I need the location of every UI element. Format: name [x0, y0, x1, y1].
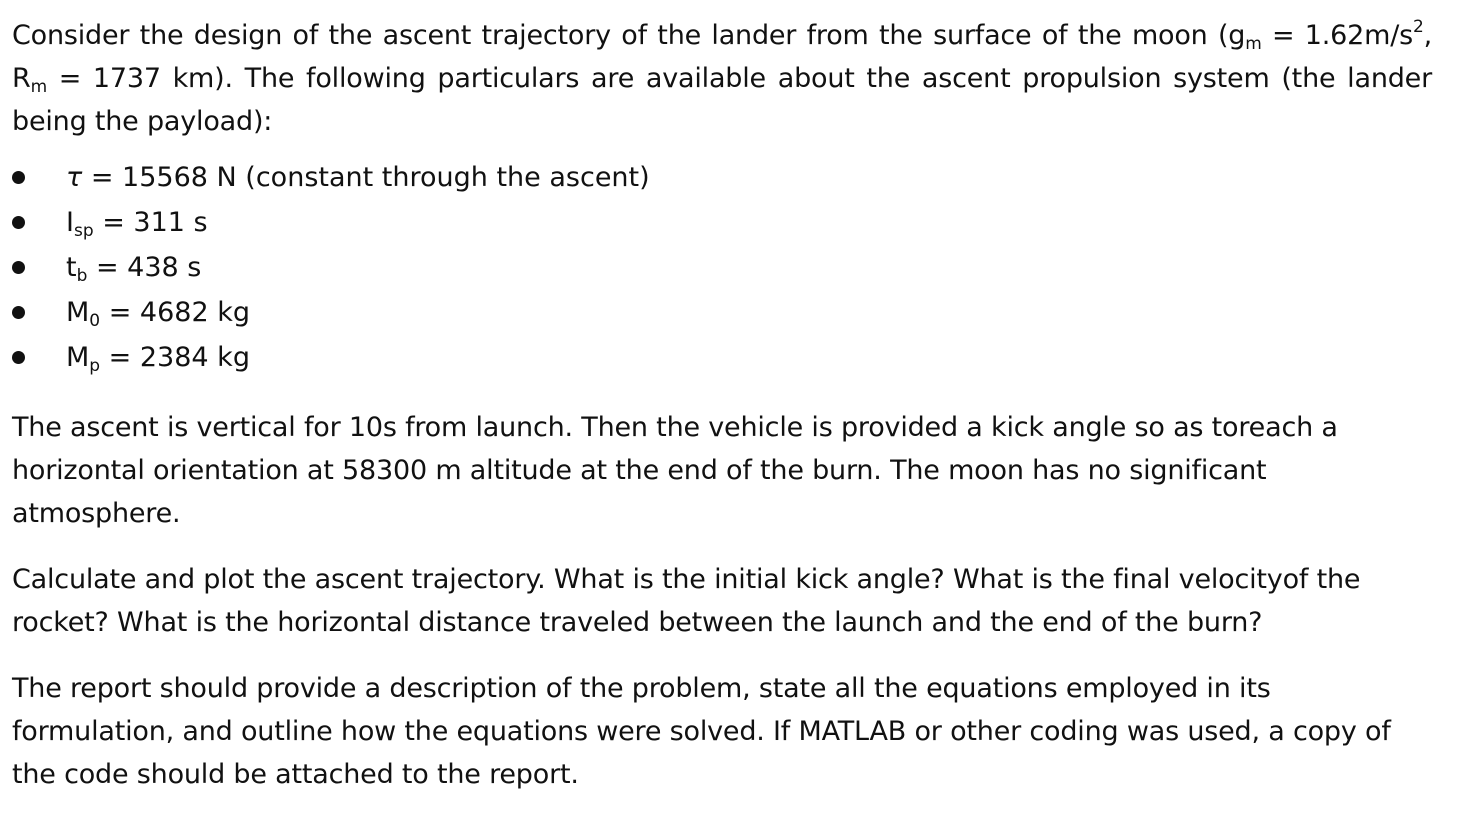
- intro-text-1: Consider the design of the ascent trajectory of the lander from the surface of the moon (g: [12, 20, 1246, 51]
- document-body: [12, 14, 1432, 796]
- param-symbol: t: [66, 252, 77, 283]
- param-subscript: b: [76, 266, 88, 286]
- param-value: = 311 s: [93, 207, 208, 238]
- list-item-burn-time: [12, 245, 1432, 290]
- list-item-isp: [12, 200, 1432, 245]
- report-requirements-paragraph: The report should provide a description of the problem, state all the equations employed in its formulation, and outline how the equations were solved. If MATLAB or other coding was used, a copy of the code should be attached to the report.: [12, 673, 1391, 790]
- intro-text-4: = 1737 km). The following particulars are available about the ascent propulsion system (the lander being the payload):: [12, 63, 1432, 137]
- param-symbol: I: [66, 207, 74, 238]
- list-item-initial-mass: [12, 290, 1432, 335]
- bullet-icon: [12, 351, 25, 364]
- param-subscript: p: [89, 356, 101, 376]
- gm-subscript: m: [1245, 34, 1262, 54]
- gm-superscript: 2: [1413, 17, 1424, 37]
- bullet-icon: [12, 261, 25, 274]
- param-symbol: τ: [66, 162, 83, 193]
- param-value: = 4682 kg: [100, 297, 250, 328]
- rm-subscript: m: [30, 77, 47, 97]
- param-symbol: M: [66, 297, 90, 328]
- bullet-icon: [12, 216, 25, 229]
- intro-paragraph: [12, 14, 1432, 143]
- questions-paragraph: Calculate and plot the ascent trajectory. What is the initial kick angle? What is the final velocityof the rocket? What is the horizontal distance traveled between the launch and the end of the burn?: [12, 564, 1361, 638]
- bullet-icon: [12, 306, 25, 319]
- param-value: = 2384 kg: [100, 342, 250, 373]
- parameter-list: [12, 155, 1432, 380]
- intro-text-2: = 1.62m/s: [1261, 20, 1413, 51]
- param-subscript: 0: [89, 311, 101, 331]
- ascent-description-paragraph: The ascent is vertical for 10s from launch. Then the vehicle is provided a kick angle so as toreach a horizontal orientation at 58300 m altitude at the end of the burn. The moon has no significant atmosphere.: [12, 412, 1338, 529]
- param-value: = 15568 N (constant through the ascent): [82, 162, 650, 193]
- list-item-thrust: [12, 155, 1432, 200]
- bullet-icon: [12, 171, 25, 184]
- intro-text-3: , R: [12, 20, 1433, 94]
- list-item-propellant-mass: [12, 335, 1432, 380]
- param-value: = 438 s: [87, 252, 202, 283]
- param-subscript: sp: [73, 221, 94, 241]
- param-symbol: M: [66, 342, 90, 373]
